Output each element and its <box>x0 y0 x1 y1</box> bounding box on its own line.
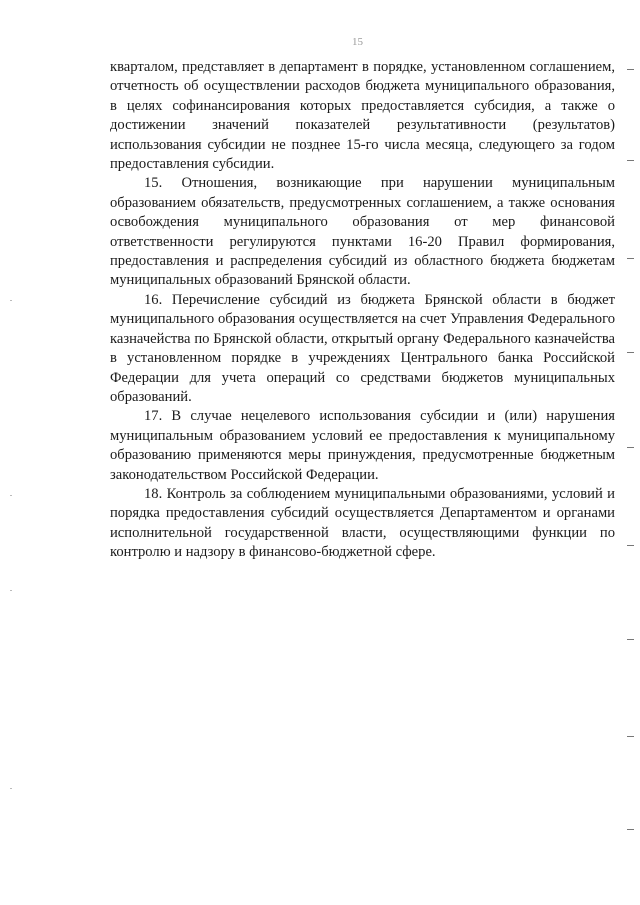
scan-mark <box>10 300 12 301</box>
scan-mark <box>627 736 634 737</box>
paragraph-16: 16. Перечисление субсидий из бюджета Брянской области в бюджет муниципального образования осуществляется на счет Управления Федерального казначейства по Брянской области, открытый органу Федерального казначейства в установленном порядке в учреждениях Центрального банка Российской Федерации для учета операций со средствами бюджетов муниципальных образований. <box>110 291 615 405</box>
paragraph-continuation: кварталом, представляет в департамент в порядке, установленном соглашением, отчетность об осуществлении расходов бюджета муниципального образования, в целях софинансирования которых предоставляется субсидия, а также о достижении значений показателей результативности (результатов) использования субсидии не позднее 15-го числа месяца, следующего за годом предоставления субсидии. <box>110 59 615 173</box>
scan-mark <box>10 590 12 591</box>
scan-mark <box>627 829 634 830</box>
page-number: 15 <box>352 36 363 48</box>
document-body <box>110 58 615 563</box>
paragraph-18: 18. Контроль за соблюдением муниципальными образованиями, условий и порядка предоставления субсидий осуществляется Департаментом и органами исполнительной государственной власти, осуществляющими функции по контролю и надзору в финансово-бюджетной сфере. <box>110 485 615 561</box>
scan-mark <box>627 160 634 161</box>
scan-mark <box>627 258 634 259</box>
scan-mark <box>10 788 12 789</box>
scan-mark <box>10 495 12 496</box>
scan-mark <box>627 545 634 546</box>
scan-mark <box>627 69 634 70</box>
scan-mark <box>627 447 634 448</box>
paragraph-17: 17. В случае нецелевого использования субсидии и (или) нарушения муниципальным образованием условий ее предоставления к муниципальному образованию применяются меры принуждения, предусмотренные бюджетным законодательством Российской Федерации. <box>110 408 615 483</box>
paragraph-15: 15. Отношения, возникающие при нарушении муниципальным образованием обязательств, предусмотренных соглашением, а также основания освобождения муниципального образования от мер финансовой ответственности регулируются пунктами 16-20 Правил формирования, предоставления и распределения субсидий из областного бюджета бюджетам муниципальных образований Брянской области. <box>110 175 615 289</box>
scan-mark <box>627 639 634 640</box>
scan-mark <box>627 352 634 353</box>
